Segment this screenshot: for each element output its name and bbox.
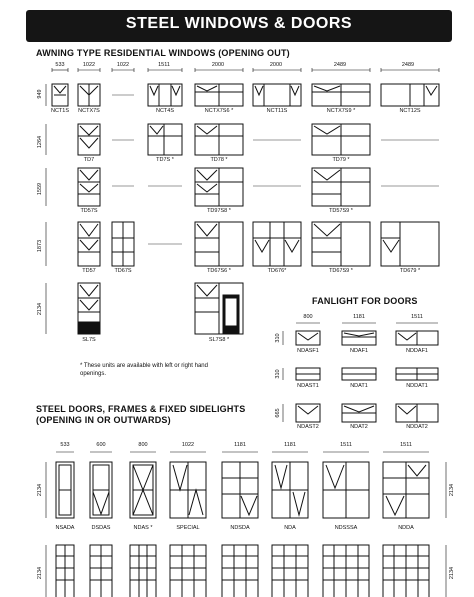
code-ndast2: NDAST2 — [297, 424, 319, 430]
fanlight-height-3: 665 — [275, 408, 281, 418]
code-nda: NDA — [284, 525, 296, 531]
awning-height-1873: 1873 — [37, 239, 43, 253]
code-td57: TD57 — [82, 268, 96, 274]
code-td97s8: TD97S8 * — [207, 208, 231, 214]
awning-width-2489a: 2489 — [333, 62, 347, 68]
awning-width-1511: 1511 — [158, 62, 170, 68]
availability-note: * These units are available with left or right hand openings. — [80, 363, 208, 377]
code-td67s: TD67S — [114, 268, 132, 274]
awning-row3-windows — [78, 168, 439, 206]
doors-heading-line2: (OPENING IN OR OUTWARDS) — [36, 415, 171, 425]
code-td57s: TD57S — [80, 208, 98, 214]
code-ndda: NDDA — [398, 525, 414, 531]
door-width-1511b: 1511 — [400, 442, 412, 448]
awning-row1-windows — [52, 84, 439, 106]
fanlight-height-2: 310 — [275, 369, 281, 379]
awning-width-1022a: 1022 — [82, 62, 96, 68]
code-ndat2: NDAT2 — [350, 424, 368, 430]
awning-row2-windows — [78, 124, 439, 155]
door-width-1022: 1022 — [181, 442, 195, 448]
awning-width-2489b: 2489 — [401, 62, 415, 68]
code-nddat1: NDDAT1 — [406, 383, 428, 389]
door-width-1511a: 1511 — [340, 442, 352, 448]
code-sl7s8: SL7S8 * — [208, 337, 230, 343]
fanlight-windows — [283, 323, 438, 422]
door-height-left-row2: 2134 — [37, 566, 43, 580]
code-nct1s: NCT1S — [50, 108, 70, 114]
code-td67s6: TD67S6 * — [207, 268, 231, 274]
door-height-left: 2134 — [37, 483, 43, 497]
code-nctx7s9: NCTX7S9 * — [326, 108, 356, 114]
code-ndat1: NDAT1 — [350, 383, 368, 389]
awning-row4-windows — [78, 222, 439, 266]
fanlight-width-800: 800 — [303, 314, 313, 320]
awning-height-2134: 2134 — [37, 302, 43, 316]
code-ndsssa: NDSSSA — [334, 525, 358, 531]
awning-height-1559: 1559 — [37, 182, 43, 196]
door-width-533: 533 — [60, 442, 70, 448]
code-td7: TD7 — [83, 157, 95, 163]
awning-height-1264: 1264 — [37, 135, 43, 149]
code-td78: TD78 * — [210, 157, 228, 163]
awning-height-949: 949 — [37, 89, 43, 99]
code-nct4s: NCT4S — [155, 108, 175, 114]
door-width-1181b: 1181 — [284, 442, 296, 448]
doors-heading-line1: STEEL DOORS, FRAMES & FIXED SIDELIGHTS — [36, 404, 246, 414]
door-row2-drawings — [46, 545, 446, 597]
code-nddat2: NDDAT2 — [406, 424, 428, 430]
code-td79: TD79 * — [332, 157, 350, 163]
code-nctx7s: NCTX7S — [78, 108, 100, 114]
code-nct12s: NCT12S — [399, 108, 421, 114]
awning-width-2000a: 2000 — [211, 62, 225, 68]
code-sl7s: SL7S — [82, 337, 96, 343]
code-nsada: NSADA — [55, 525, 75, 531]
code-td679: TD679 * — [399, 268, 421, 274]
awning-row5-windows — [78, 283, 243, 334]
page-title: STEEL WINDOWS & DOORS — [125, 15, 353, 32]
code-td67s9: TD67S9 * — [329, 268, 353, 274]
code-ndasf1: NDASF1 — [297, 348, 319, 354]
code-special: SPECIAL — [176, 525, 200, 531]
awning-section-heading: AWNING TYPE RESIDENTIAL WINDOWS (OPENING OUT) — [36, 48, 290, 58]
code-dsdas: DSDAS — [91, 525, 111, 531]
awning-width-533: 533 — [55, 62, 65, 68]
code-td57s9: TD57S9 * — [329, 208, 353, 214]
code-nct11s: NCT11S — [266, 108, 288, 114]
awning-width-2000b: 2000 — [269, 62, 283, 68]
door-height-right: 2134 — [449, 483, 455, 497]
code-ndas: NDAS * — [133, 525, 153, 531]
door-width-1181a: 1181 — [234, 442, 246, 448]
fanlight-width-1511: 1511 — [411, 314, 423, 320]
code-td7s: TD7S * — [156, 157, 174, 163]
door-width-800: 800 — [138, 442, 148, 448]
door-width-600: 600 — [96, 442, 106, 448]
code-ndast1: NDAST1 — [297, 383, 319, 389]
code-ndaf1: NDAF1 — [349, 348, 369, 354]
awning-width-1022b: 1022 — [116, 62, 130, 68]
door-height-right-row2: 2134 — [449, 566, 455, 580]
fanlight-heading: FANLIGHT FOR DOORS — [312, 296, 418, 306]
code-ndsda: NDSDA — [230, 525, 250, 531]
door-row1-drawings — [46, 462, 446, 518]
code-td676: TD676* — [267, 268, 287, 274]
fanlight-height-1: 310 — [275, 333, 281, 343]
code-nddaf1: NDDAF1 — [405, 348, 428, 354]
fanlight-width-1181: 1181 — [353, 314, 365, 320]
code-nctx7s6: NCTX7S6 * — [204, 108, 234, 114]
